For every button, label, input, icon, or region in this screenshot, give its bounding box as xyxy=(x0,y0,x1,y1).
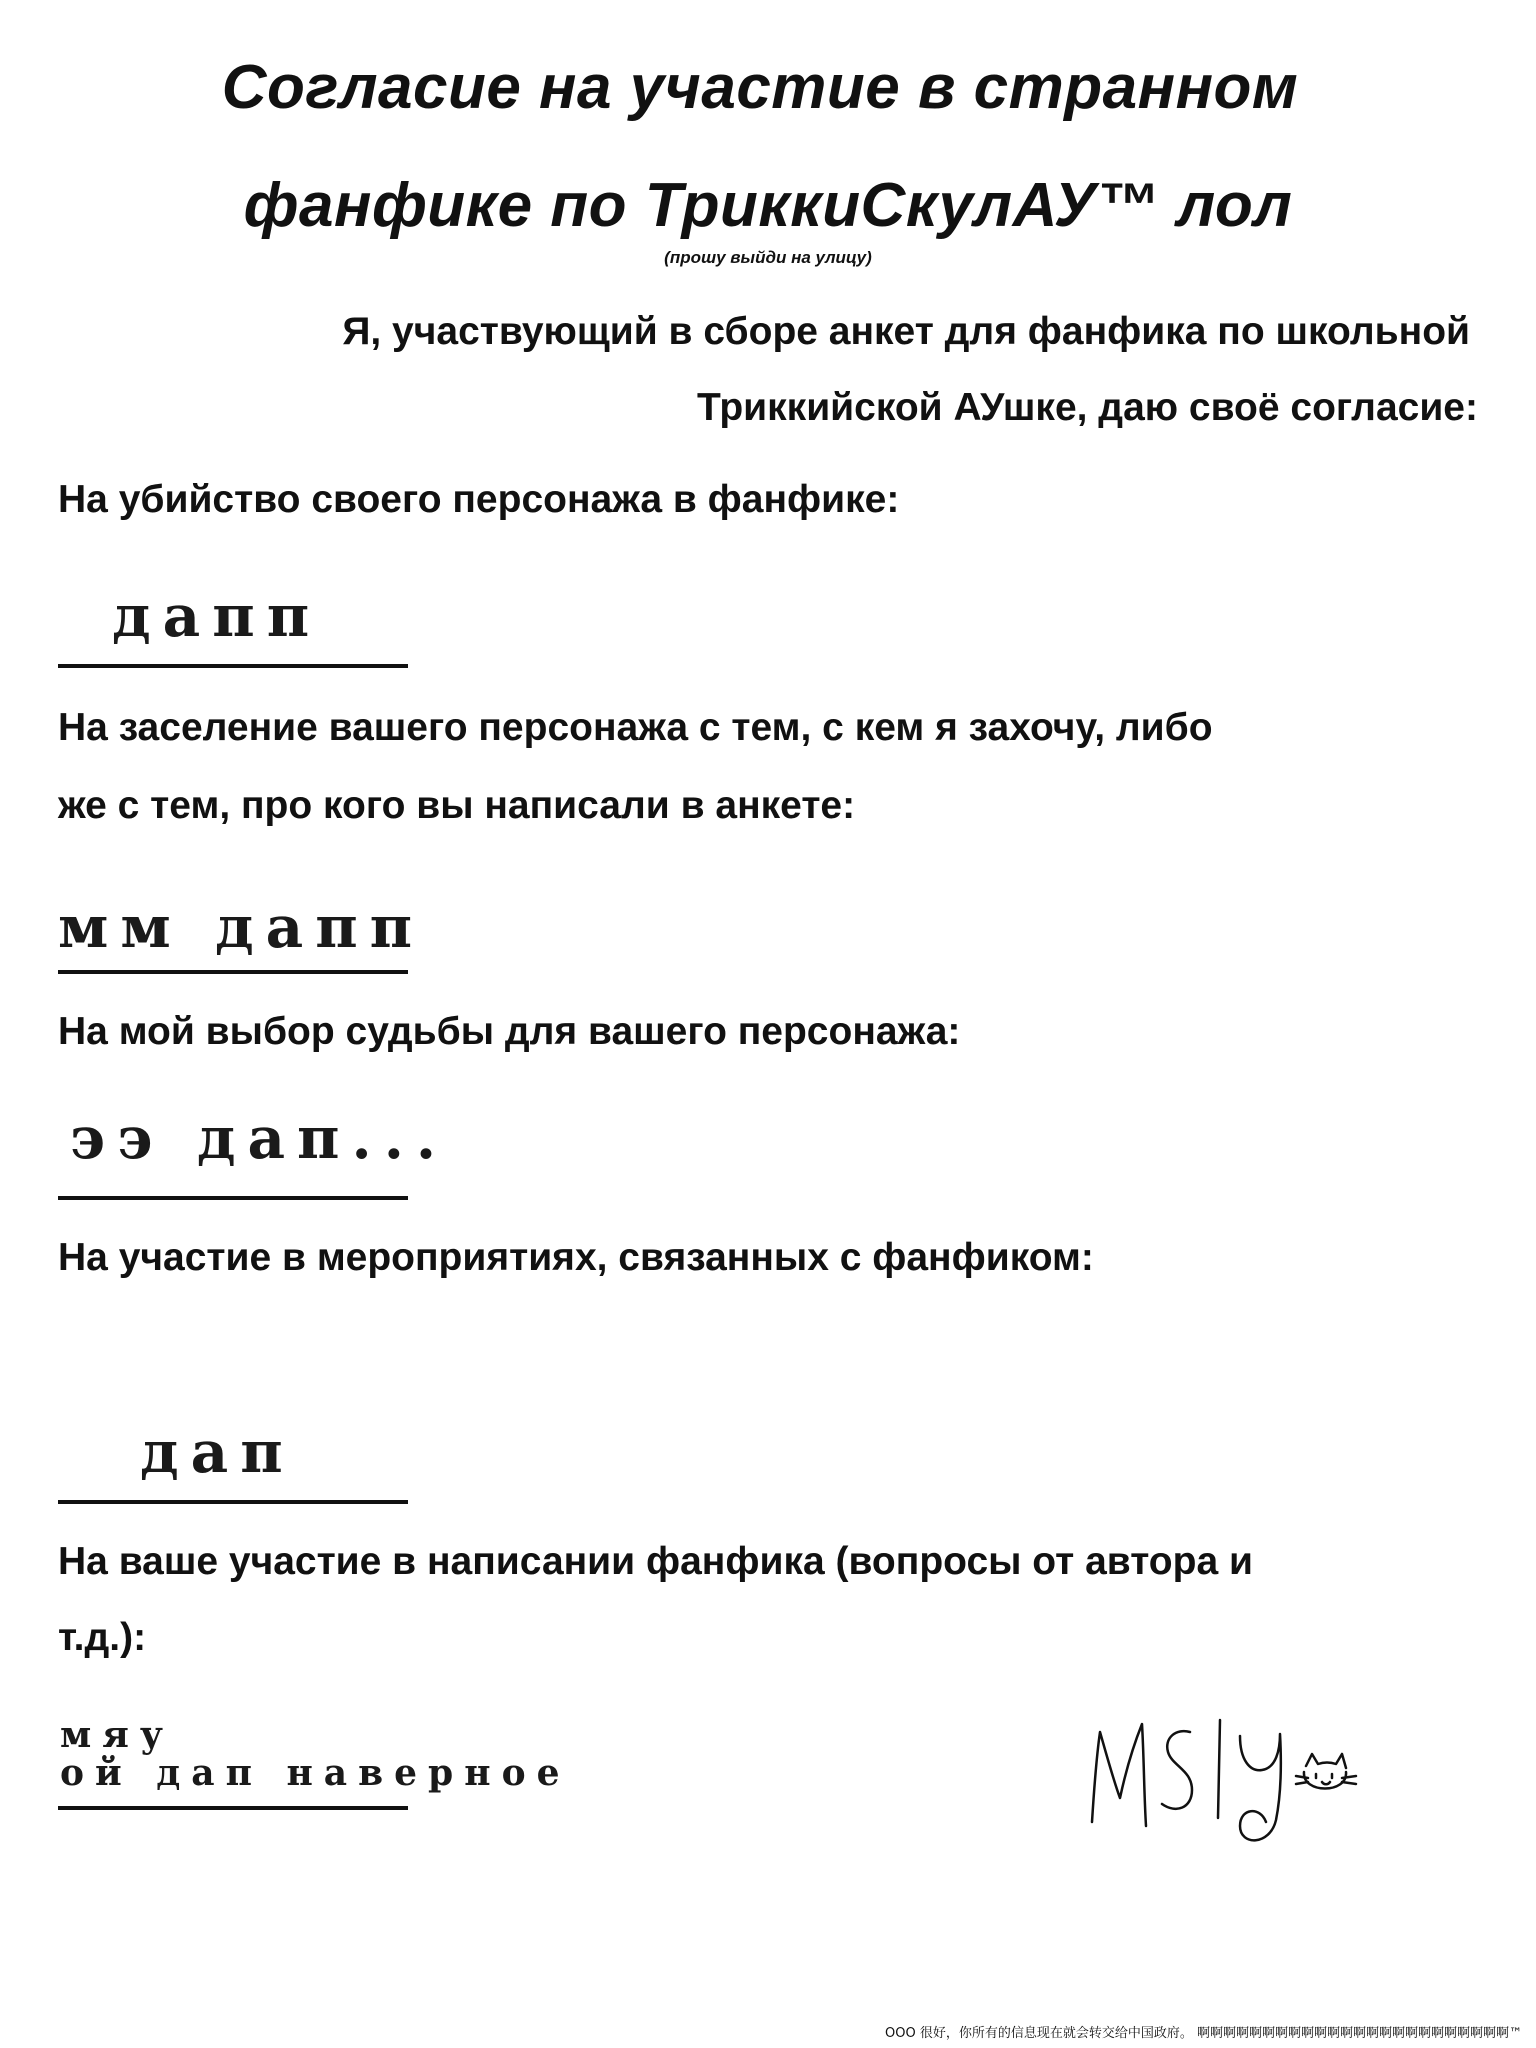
question-writing-participation-line-1: На ваше участие в написании фанфика (вопросы от автора и xyxy=(58,1540,1253,1583)
intro-line-2: Триккийской АУшке, даю своё согласие: xyxy=(697,386,1478,429)
answer-character-death: дапп xyxy=(112,582,322,650)
signature-line-2 xyxy=(58,970,408,974)
answer-roommate: мм дапп xyxy=(58,893,425,961)
footer-note: OOO 很好，你所有的信息现在就会转交给中国政府。 啊啊啊啊啊啊啊啊啊啊啊啊啊啊啊啊啊啊啊啊啊啊啊啊™ xyxy=(885,2026,1522,2041)
question-writing-participation-line-2: т.д.): xyxy=(58,1616,147,1659)
signature-line-4 xyxy=(58,1500,408,1504)
question-fate-choice: На мой выбор судьбы для вашего персонажа: xyxy=(58,1010,961,1053)
question-character-death: На убийство своего персонажа в фанфике: xyxy=(58,478,900,521)
question-roommate-line-2: же с тем, про кого вы написали в анкете: xyxy=(58,784,856,827)
signature-line-1 xyxy=(58,664,408,668)
document-subtitle: (прошу выйди на улицу) xyxy=(664,248,872,267)
question-roommate-line-1: На заселение вашего персонажа с тем, с кем я захочу, либо xyxy=(58,706,1213,749)
signature-line-3 xyxy=(58,1196,408,1200)
handwritten-signature xyxy=(1080,1710,1370,1850)
question-events: На участие в мероприятиях, связанных с фанфиком: xyxy=(58,1236,1094,1279)
document-title-line-1: Согласие на участие в странном xyxy=(221,53,1299,122)
answer-fate-choice: ээ дап... xyxy=(70,1104,449,1172)
answer-events: дап xyxy=(140,1418,295,1486)
signature-line-5 xyxy=(58,1806,408,1810)
document-title-line-2: фанфике по ТриккиСкулАУ™ лол xyxy=(243,171,1293,240)
intro-line-1: Я, участвующий в сборе анкет для фанфика по школьной xyxy=(342,310,1470,353)
answer-writing-meow: мяу xyxy=(60,1714,174,1756)
answer-writing-main: ой дап наверное xyxy=(60,1752,571,1794)
